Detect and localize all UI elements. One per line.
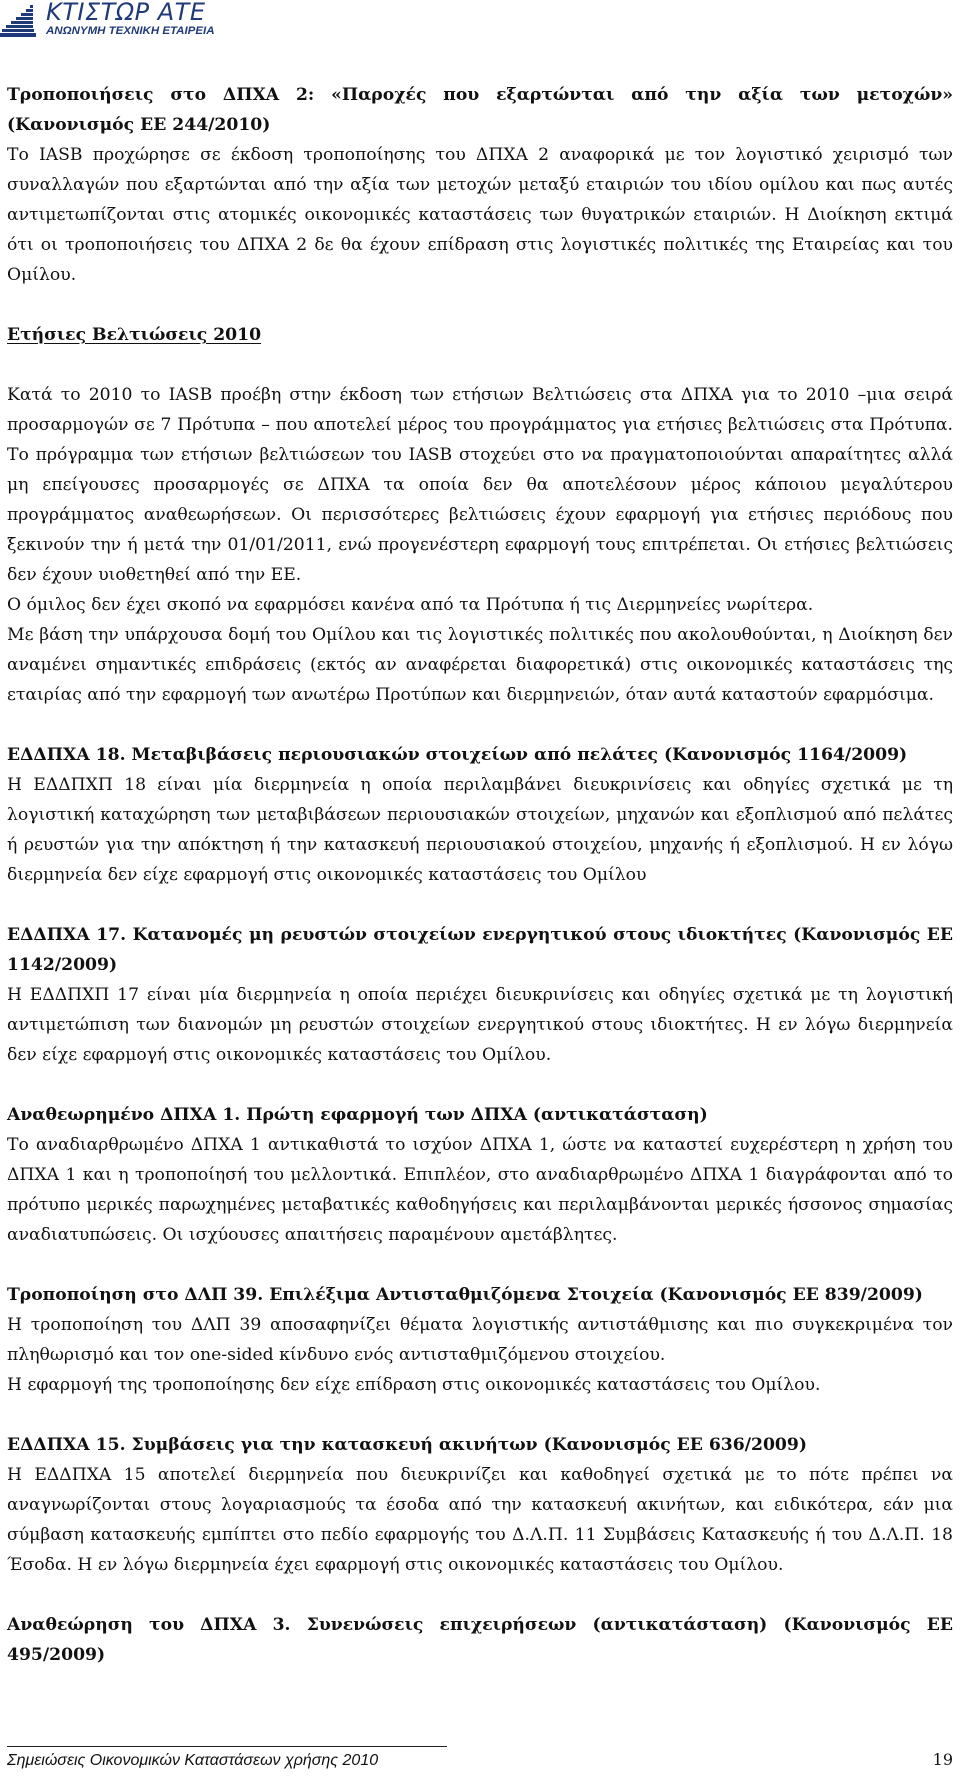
logo-title: ΚΤΙΣΤΩΡ ΑΤΕ bbox=[46, 0, 206, 26]
paragraph: Η ΕΔΔΠΧΠ 18 είναι μία διερμηνεία η οποία περιλαμβάνει διευκρινίσεις και οδηγίες σχετικά με τη λογιστική καταχώρηση των μεταβιβάσεων περιουσιακών στοιχείων, μηχανών και εξοπλισμού από πελάτες ή ρευστών για την απόκτηση ή την κατασκευή περιουσιακού στοιχείου, μηχανής ή εξοπλισμού. Η εν λόγω διερμηνεία δεν είχε εφαρμογή στις οικονομικές καταστάσεις του Ομίλου bbox=[7, 775, 953, 885]
paragraph: Ο όμιλος δεν έχει σκοπό να εφαρμόσει κανένα από τα Πρότυπα ή τις Διερμηνείες νωρίτερα. bbox=[7, 595, 814, 615]
page-number: 19 bbox=[932, 1750, 953, 1769]
section-annual-improvements bbox=[7, 380, 953, 710]
section-ifrs1-revised bbox=[7, 1100, 953, 1250]
section-ifric17 bbox=[7, 920, 953, 1070]
section-ias39-amendment bbox=[7, 1280, 953, 1400]
section-heading: Τροποποιήσεις στο ΔΠΧΑ 2: «Παροχές που εξαρτώνται από την αξία των μετοχών» (Κανονισμός ΕΕ 244/2010) bbox=[7, 85, 953, 135]
paragraph: Η εφαρμογή της τροποποίησης δεν είχε επίδραση στις οικονομικές καταστάσεις του Ομίλου. bbox=[7, 1375, 821, 1395]
section-heading: ΕΔΔΠΧΑ 17. Κατανομές μη ρευστών στοιχείων ενεργητικού στους ιδιοκτήτες (Κανονισμός ΕΕ 1142/2009) bbox=[7, 925, 953, 975]
section-heading-annual-improvements: Ετήσιες Βελτιώσεις 2010 bbox=[7, 325, 262, 345]
section-heading: ΕΔΔΠΧΑ 18. Μεταβιβάσεις περιουσιακών στοιχείων από πελάτες (Κανονισμός 1164/2009) bbox=[7, 745, 908, 765]
paragraph: Η ΕΔΔΠΧΠ 17 είναι μία διερμηνεία η οποία περιέχει διευκρινίσεις και οδηγίες σχετικά με τη λογιστική αντιμετώπιση των διανομών μη ρευστών στοιχείων ενεργητικού στους ιδιοκτήτες. Η εν λόγω διερμηνεία δεν είχε εφαρμογή στις οικονομικές καταστάσεις του Ομίλου. bbox=[7, 985, 953, 1065]
page-footer bbox=[7, 1742, 953, 1772]
section-ifrs3-revised bbox=[7, 1610, 953, 1670]
section-heading: ΕΔΔΠΧΑ 15. Συμβάσεις για την κατασκευή ακινήτων (Κανονισμός ΕΕ 636/2009) bbox=[7, 1435, 807, 1455]
logo-subtitle: ΑΝΩΝΥΜΗ ΤΕΧΝΙΚΗ ΕΤΑΙΡΕΙΑ bbox=[46, 25, 215, 37]
section-heading: Αναθεώρηση του ΔΠΧΑ 3. Συνενώσεις επιχειρήσεων (αντικατάσταση) (Κανονισμός ΕΕ 495/2009) bbox=[7, 1615, 953, 1665]
company-logo bbox=[0, 0, 240, 40]
document-body bbox=[7, 80, 953, 1700]
section-ifric18 bbox=[7, 740, 953, 890]
section-ifrs2-amendment bbox=[7, 80, 953, 290]
section-ifric15 bbox=[7, 1430, 953, 1580]
paragraph: Το IASB προχώρησε σε έκδοση τροποποίησης του ΔΠΧΑ 2 αναφορικά με τον λογιστικό χειρισμό των συναλλαγών που εξαρτώνται από την αξία των μετοχών μεταξύ εταιριών του ιδίου ομίλου και πως αυτές αντιμετωπίζονται στις ατομικές οικονομικές καταστάσεις των θυγατρικών εταιριών. Η Διοίκηση εκτιμά ότι οι τροποποιήσεις του ΔΠΧΑ 2 δε θα έχουν επίδραση στις λογιστικές πολιτικές της Εταιρείας και του Ομίλου. bbox=[7, 145, 953, 285]
paragraph: Το αναδιαρθρωμένο ΔΠΧΑ 1 αντικαθιστά το ισχύον ΔΠΧΑ 1, ώστε να καταστεί ευχερέστερη η χρήση του ΔΠΧΑ 1 και η τροποποίησή του μελλοντικά. Επιπλέον, στο αναδιαρθρωμένο ΔΠΧΑ 1 διαγράφονται από το πρότυπο μερικές παρωχημένες μεταβατικές καθοδηγήσεις και περιλαμβάνονται μερικές ήσσονος σημασίας αναδιατυπώσεις. Οι ισχύουσες απαιτήσεις παραμένουν αμετάβλητες. bbox=[7, 1135, 953, 1245]
section-heading: Τροποποίηση στο ΔΛΠ 39. Επιλέξιμα Αντισταθμιζόμενα Στοιχεία (Κανονισμός ΕΕ 839/2009) bbox=[7, 1285, 923, 1305]
paragraph: Η τροποποίηση του ΔΛΠ 39 αποσαφηνίζει θέματα λογιστικής αντιστάθμισης και πιο συγκεκριμένα τον πληθωρισμό και τον one-sided κίνδυνο ενός αντισταθμιζόμενου στοιχείου. bbox=[7, 1315, 953, 1365]
building-logo-icon bbox=[0, 3, 36, 37]
paragraph: Η ΕΔΔΠΧΑ 15 αποτελεί διερμηνεία που διευκρινίζει και καθοδηγεί σχετικά με το πότε πρέπει να αναγνωρίζονται στους λογαριασμούς τα έσοδα από την κατασκευή ακινήτων, και ειδικότερα, εάν μια σύμβαση κατασκευής εμπίπτει στο πεδίο εφαρμογής του Δ.Λ.Π. 11 Συμβάσεις Κατασκευής ή του Δ.Λ.Π. 18 Έσοδα. Η εν λόγω διερμηνεία έχει εφαρμογή στις οικονομικές καταστάσεις του Ομίλου. bbox=[7, 1465, 953, 1575]
paragraph: Κατά το 2010 το IASB προέβη στην έκδοση των ετήσιων Βελτιώσεις στα ΔΠΧΑ για το 2010 –μια σειρά προσαρμογών σε 7 Πρότυπα – που αποτελεί μέρος του προγράμματος για ετήσιες βελτιώσεις στα Πρότυπα. Το πρόγραμμα των ετήσιων βελτιώσεων του IASB στοχεύει στο να πραγματοποιούνται απαραίτητες αλλά μη επείγουσες προσαρμογές σε ΔΠΧΑ τα οποία δεν θα αποτελέσουν μέρος κάποιου μεγαλύτερου προγράμματος αναθεωρήσεων. Οι περισσότερες βελτιώσεις έχουν εφαρμογή για ετήσιες περιόδους που ξεκινούν την ή μετά την 01/01/2011, ενώ προγενέστερη εφαρμογή τους επιτρέπεται. Οι ετήσιες βελτιώσεις δεν έχουν υιοθετηθεί από την ΕΕ. bbox=[7, 385, 953, 585]
footer-divider bbox=[7, 1746, 447, 1747]
paragraph: Με βάση την υπάρχουσα δομή του Ομίλου και τις λογιστικές πολιτικές που ακολουθούνται, η Διοίκηση δεν αναμένει σημαντικές επιδράσεις (εκτός αν αναφέρεται διαφορετικά) στις οικονομικές καταστάσεις της εταιρίας από την εφαρμογή των ανωτέρω Προτύπων και διερμηνειών, όταν αυτά καταστούν εφαρμόσιμα. bbox=[7, 625, 953, 705]
section-heading: Αναθεωρημένο ΔΠΧΑ 1. Πρώτη εφαρμογή των ΔΠΧΑ (αντικατάσταση) bbox=[7, 1105, 708, 1125]
footer-title: Σημειώσεις Οικονομικών Καταστάσεων χρήσης 2010 bbox=[7, 1752, 379, 1769]
